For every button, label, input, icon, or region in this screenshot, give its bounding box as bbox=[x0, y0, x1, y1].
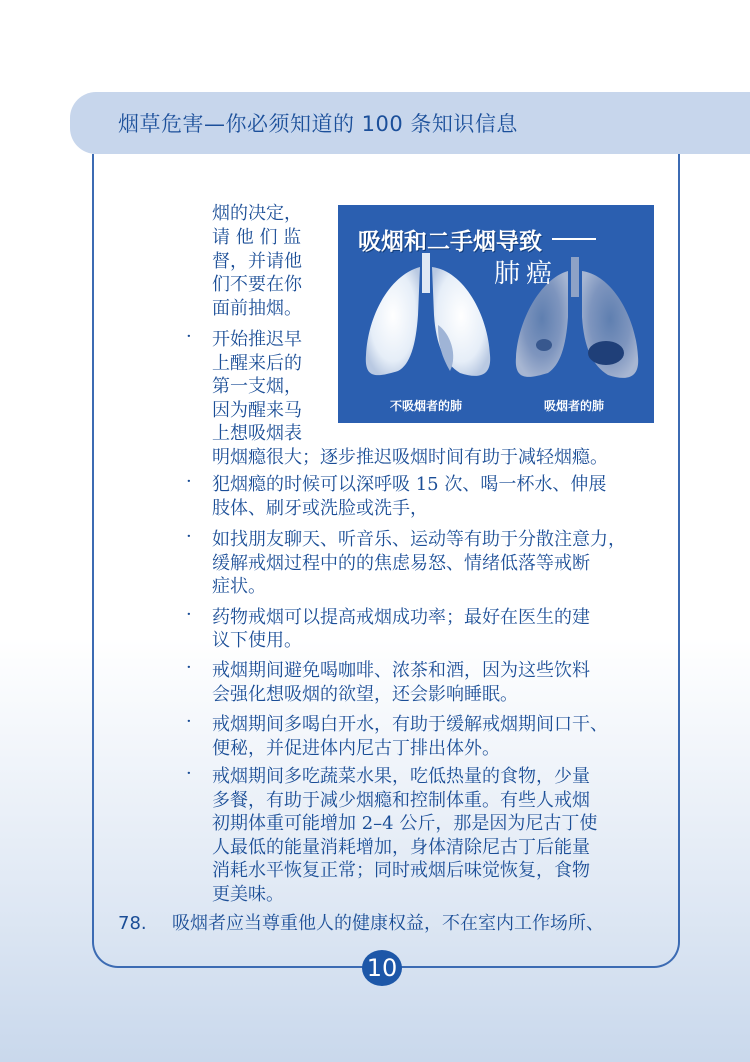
text-line: 上想吸烟表 bbox=[212, 423, 302, 444]
text-line: 消耗水平恢复正常；同时戒烟后味觉恢复，食物 bbox=[212, 860, 590, 881]
text-line: 初期体重可能增加 2–4 公斤，那是因为尼古丁使 bbox=[212, 813, 598, 834]
healthy-lung bbox=[366, 253, 490, 376]
text-line: 面前抽烟。 bbox=[212, 298, 302, 319]
text-line: 便秘，并促进体内尼古丁排出体外。 bbox=[212, 738, 500, 759]
lung-comparison-image bbox=[338, 205, 654, 423]
text-line: 戒烟期间避免喝咖啡、浓茶和酒，因为这些饮料 bbox=[212, 660, 590, 681]
text-line: 人最低的能量消耗增加，身体清除尼古丁后能量 bbox=[212, 837, 590, 858]
bullet-marker: · bbox=[186, 711, 192, 732]
text-line: 犯烟瘾的时候可以深呼吸 15 次、喝一杯水、伸展 bbox=[212, 474, 607, 495]
text-line: 会强化想吸烟的欲望，还会影响睡眠。 bbox=[212, 684, 518, 705]
text-line: 开始推迟早 bbox=[212, 329, 302, 350]
text-line: 戒烟期间多喝白开水，有助于缓解戒烟期间口干、 bbox=[212, 714, 608, 735]
bullet-marker: · bbox=[186, 526, 192, 547]
text-line: 督，并请他 bbox=[212, 251, 302, 272]
bullet-marker: · bbox=[186, 763, 192, 784]
text-line: 药物戒烟可以提高戒烟成功率；最好在医生的建 bbox=[212, 607, 590, 628]
image-title: 吸烟和二手烟导致 bbox=[358, 229, 542, 255]
caption-smoker-lung: 吸烟者的肺 bbox=[544, 399, 605, 413]
text-line: 议下使用。 bbox=[212, 630, 302, 651]
text-line: 第一支烟， bbox=[212, 376, 302, 397]
text-line: 缓解戒烟过程中的的焦虑易怒、情绪低落等戒断 bbox=[212, 553, 590, 574]
text-line: 烟的决定， bbox=[212, 203, 302, 224]
page-header-title: 烟草危害—你必须知道的 100 条知识信息 bbox=[118, 112, 518, 136]
bullet-marker: · bbox=[186, 326, 192, 347]
bullet-marker: · bbox=[186, 471, 192, 492]
text-line: 多餐，有助于减少烟瘾和控制体重。有些人戒烟 bbox=[212, 790, 590, 811]
item-number-78: 78. bbox=[118, 913, 147, 934]
bullet-marker: · bbox=[186, 604, 192, 625]
page-number: 10 bbox=[362, 950, 402, 986]
text-line: 如找朋友聊天、听音乐、运动等有助于分散注意力， bbox=[212, 529, 626, 550]
text-line: 上醒来后的 bbox=[212, 353, 302, 374]
text-line: 更美味。 bbox=[212, 884, 284, 905]
text-line: 戒烟期间多吃蔬菜水果，吃低热量的食物，少量 bbox=[212, 766, 590, 787]
text-line: 们不要在你 bbox=[212, 274, 302, 295]
caption-nonsmoker-lung: 不吸烟者的肺 bbox=[390, 399, 463, 413]
image-subtitle: 肺癌 bbox=[494, 259, 559, 289]
text-line: 因为醒来马 bbox=[212, 400, 302, 421]
text-line: 肢体、刷牙或洗脸或洗手， bbox=[212, 498, 428, 519]
text-line: 请 他 们 监 bbox=[212, 227, 302, 248]
text-line: 症状。 bbox=[212, 576, 266, 597]
text-line: 吸烟者应当尊重他人的健康权益，不在室内工作场所、 bbox=[172, 913, 604, 934]
bullet-marker: · bbox=[186, 657, 192, 678]
text-line: 明烟瘾很大；逐步推迟吸烟时间有助于减轻烟瘾。 bbox=[212, 447, 608, 468]
image-title-dash bbox=[552, 238, 596, 240]
